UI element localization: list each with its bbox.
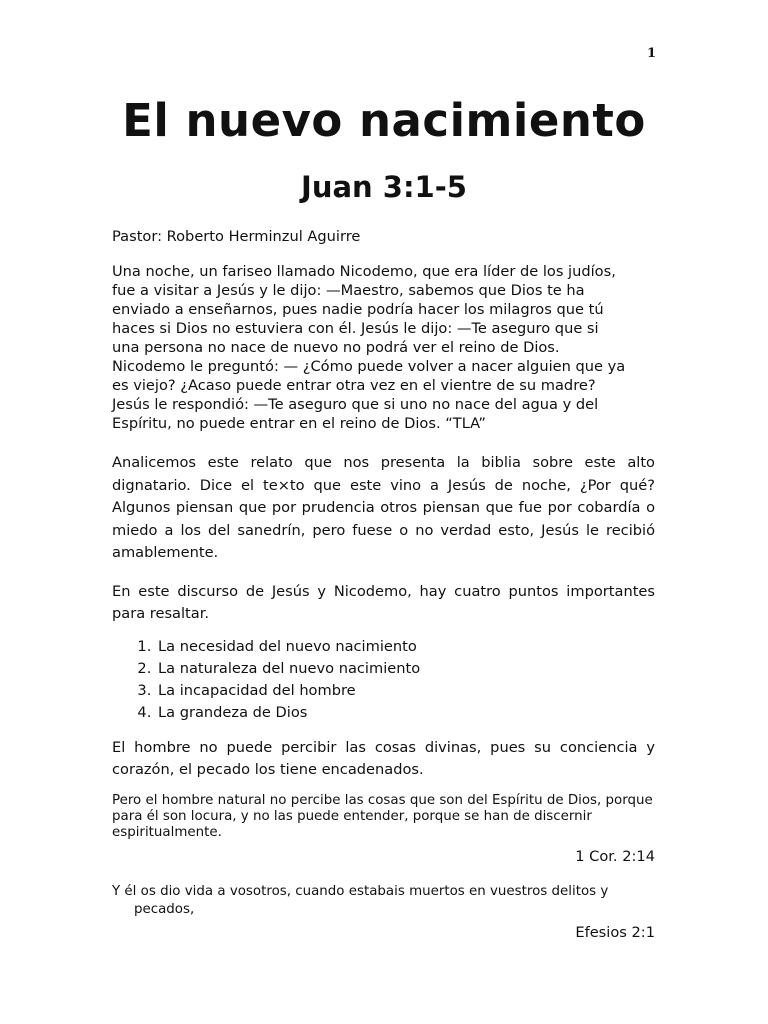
intro-line: Espíritu, no puede entrar en el reino de Dios. “TLA” <box>112 415 486 432</box>
list-item: 4. La grandeza de Dios <box>156 702 655 724</box>
intro-line: Una noche, un fariseo llamado Nicodemo, que era líder de los judíos, <box>112 263 616 280</box>
page-number: 1 <box>646 46 656 61</box>
list-item: 1. La necesidad del nuevo nacimiento <box>156 636 655 658</box>
document-subtitle: Juan 3:1-5 <box>301 170 467 204</box>
bible-quote-1: Pero el hombre natural no percibe las cosas que son del Espíritu de Dios, porque para él son locura, y no las puede entender, porque se han de discernir espiritualmente. <box>112 792 653 840</box>
document-title: El nuevo nacimiento <box>122 94 646 147</box>
analysis-paragraph: Analicemos este relato que nos presenta la biblia sobre este alto dignatario. Dice el te×to que este vino a Jesús de noche, ¿Por qué? Algunos piensan que por prudencia otros piensan que fue por cobardía o miedo a los del sanedrín, pero fuese o no verdad esto, Jesús le recibió amablemente. <box>112 454 655 561</box>
points-intro-paragraph: En este discurso de Jesús y Nicodemo, hay cuatro puntos importantes para resaltar. <box>112 582 655 622</box>
bible-reference-1: 1 Cor. 2:14 <box>575 847 655 865</box>
bible-reference-2: Efesios 2:1 <box>575 923 655 941</box>
intro-line: Nicodemo le preguntó: — ¿Cómo puede volver a nacer alguien que ya <box>112 358 626 375</box>
list-item: 3. La incapacidad del hombre <box>156 680 655 702</box>
list-item: 2. La naturaleza del nuevo nacimiento <box>156 658 655 680</box>
intro-line: Jesús le respondió: —Te aseguro que si uno no nace del agua y del <box>112 396 599 413</box>
intro-line: es viejo? ¿Acaso puede entrar otra vez en el vientre de su madre? <box>112 377 596 394</box>
document-body <box>112 227 655 942</box>
points-list <box>112 636 655 724</box>
intro-paragraph <box>112 262 655 433</box>
intro-line: haces si Dios no estuviera con él. Jesús le dijo: —Te aseguro que si <box>112 320 599 337</box>
intro-line: enviado a enseñarnos, pues nadie podría hacer los milagros que tú <box>112 301 604 318</box>
hombre-paragraph: El hombre no puede percibir las cosas divinas, pues su conciencia y corazón, el pecado los tiene encadenados. <box>112 738 655 778</box>
intro-line: fue a visitar a Jesús y le dijo: —Maestro, sabemos que Dios te ha <box>112 282 585 299</box>
intro-line: una persona no nace de nuevo no podrá ver el reino de Dios. <box>112 339 560 356</box>
bible-quote-2: Y él os dio vida a vosotros, cuando estabais muertos en vuestros delitos y pecados, <box>112 883 609 917</box>
pastor-line: Pastor: Roberto Herminzul Aguirre <box>112 228 361 245</box>
